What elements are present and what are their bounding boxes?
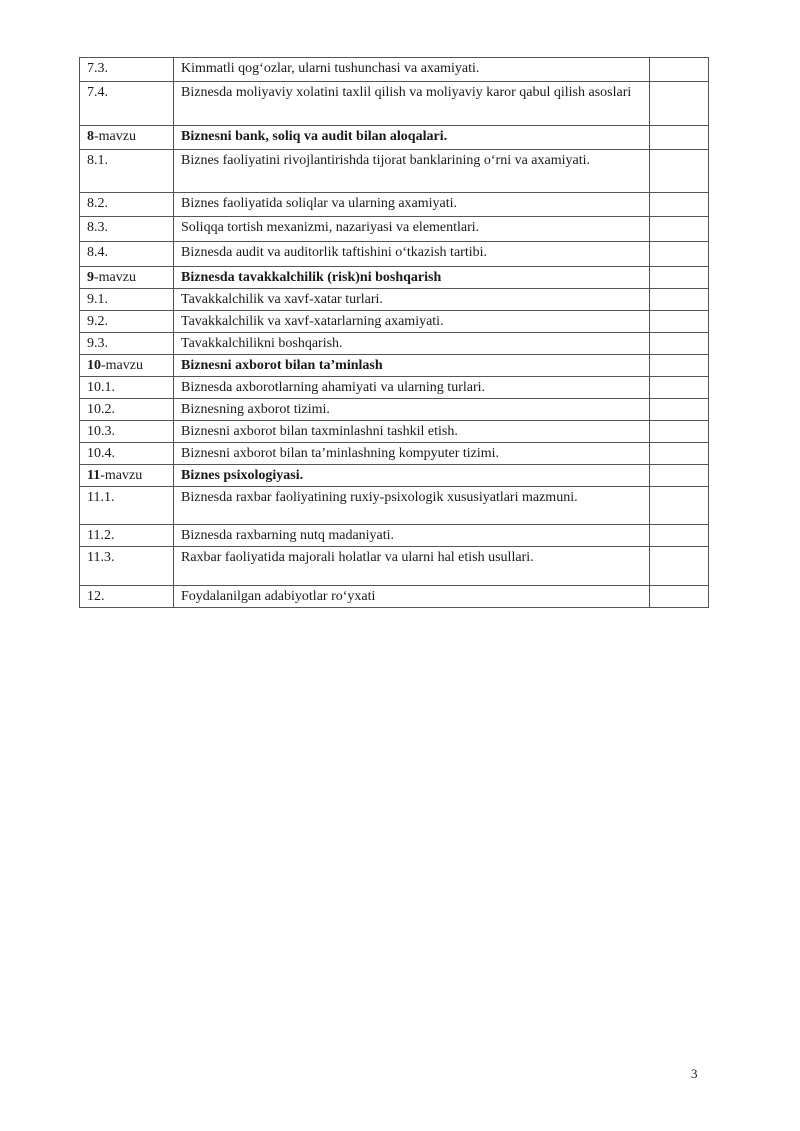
toc-topic-row — [80, 126, 709, 150]
toc-number-cell — [80, 267, 174, 289]
toc-title-cell: Biznes psixologiyasi. — [174, 465, 650, 487]
toc-page-cell — [650, 465, 709, 487]
toc-number-cell: 8.2. — [80, 193, 174, 217]
toc-number-cell: 12. — [80, 586, 174, 608]
topic-suffix: -mavzu — [94, 270, 136, 285]
toc-title-cell: Biznesni axborot bilan taxminlashni tashkil etish. — [174, 421, 650, 443]
toc-topic-row — [80, 465, 709, 487]
toc-title-cell: Biznesni axborot bilan ta’minlash — [174, 355, 650, 377]
toc-number-cell: 10.4. — [80, 443, 174, 465]
toc-page-cell — [650, 311, 709, 333]
toc-row — [80, 289, 709, 311]
toc-number-cell — [80, 355, 174, 377]
toc-number-cell: 10.1. — [80, 377, 174, 399]
toc-title-cell: Biznesda tavakkalchilik (risk)ni boshqarish — [174, 267, 650, 289]
toc-title-cell: Biznesda raxbar faoliyatining ruxiy-psixologik xususiyatlari mazmuni. — [174, 487, 650, 525]
toc-title-cell: Kimmatli qog‘ozlar, ularni tushunchasi va axamiyati. — [174, 58, 650, 82]
toc-row — [80, 193, 709, 217]
toc-page-cell — [650, 82, 709, 126]
toc-number-cell: 7.3. — [80, 58, 174, 82]
toc-number-cell: 9.2. — [80, 311, 174, 333]
toc-page-cell — [650, 355, 709, 377]
toc-title-cell: Foydalanilgan adabiyotlar ro‘yxati — [174, 586, 650, 608]
toc-row — [80, 333, 709, 355]
table-of-contents — [79, 57, 709, 608]
toc-number-cell: 10.3. — [80, 421, 174, 443]
toc-page-cell — [650, 58, 709, 82]
toc-page-cell — [650, 377, 709, 399]
toc-title-cell: Biznes faoliyatini rivojlantirishda tijorat banklarining o‘rni va axamiyati. — [174, 150, 650, 193]
toc-title-cell: Biznes faoliyatida soliqlar va ularning axamiyati. — [174, 193, 650, 217]
toc-page-cell — [650, 193, 709, 217]
topic-suffix: -mavzu — [94, 129, 136, 144]
toc-number-cell: 10.2. — [80, 399, 174, 421]
toc-page-cell — [650, 150, 709, 193]
topic-suffix: -mavzu — [101, 358, 143, 373]
toc-number-cell — [80, 465, 174, 487]
toc-title-cell: Biznesning axborot tizimi. — [174, 399, 650, 421]
toc-page-cell — [650, 242, 709, 267]
toc-topic-row — [80, 267, 709, 289]
toc-number-cell: 9.3. — [80, 333, 174, 355]
toc-page-cell — [650, 217, 709, 242]
toc-page-cell — [650, 525, 709, 547]
toc-row — [80, 399, 709, 421]
toc-row — [80, 525, 709, 547]
toc-row — [80, 443, 709, 465]
toc-title-cell: Biznesda moliyaviy xolatini taxlil qilish va moliyaviy karor qabul qilish asoslari — [174, 82, 650, 126]
topic-number: 9 — [87, 270, 94, 285]
toc-row — [80, 58, 709, 82]
toc-page-cell — [650, 126, 709, 150]
toc-title-cell: Biznesni axborot bilan ta’minlashning kompyuter tizimi. — [174, 443, 650, 465]
toc-number-cell — [80, 126, 174, 150]
toc-title-cell: Soliqqa tortish mexanizmi, nazariyasi va elementlari. — [174, 217, 650, 242]
toc-page-cell — [650, 487, 709, 525]
toc-title-cell: Raxbar faoliyatida majorali holatlar va ularni hal etish usullari. — [174, 547, 650, 586]
toc-title-cell: Biznesda audit va auditorlik taftishini o‘tkazish tartibi. — [174, 242, 650, 267]
toc-number-cell: 8.4. — [80, 242, 174, 267]
toc-row — [80, 82, 709, 126]
toc-topic-row — [80, 355, 709, 377]
toc-page-cell — [650, 443, 709, 465]
page-number: 3 — [691, 1066, 698, 1081]
toc-number-cell: 9.1. — [80, 289, 174, 311]
toc-title-cell: Biznesda raxbarning nutq madaniyati. — [174, 525, 650, 547]
toc-page-cell — [650, 399, 709, 421]
toc-number-cell: 7.4. — [80, 82, 174, 126]
toc-number-cell: 11.2. — [80, 525, 174, 547]
toc-number-cell: 8.3. — [80, 217, 174, 242]
toc-title-cell: Tavakkalchilik va xavf-xatarlarning axamiyati. — [174, 311, 650, 333]
toc-row — [80, 217, 709, 242]
topic-number: 10 — [87, 358, 101, 373]
toc-title-cell: Biznesda axborotlarning ahamiyati va ularning turlari. — [174, 377, 650, 399]
toc-page-cell — [650, 333, 709, 355]
toc-title-cell: Tavakkalchilik va xavf-xatar turlari. — [174, 289, 650, 311]
toc-row — [80, 547, 709, 586]
toc-title-cell: Biznesni bank, soliq va audit bilan aloqalari. — [174, 126, 650, 150]
topic-suffix: -mavzu — [100, 468, 143, 483]
toc-page-cell — [650, 267, 709, 289]
toc-row — [80, 377, 709, 399]
toc-page-cell — [650, 289, 709, 311]
toc-number-cell: 11.3. — [80, 547, 174, 586]
toc-number-cell: 8.1. — [80, 150, 174, 193]
toc-row — [80, 242, 709, 267]
toc-title-cell: Tavakkalchilikni boshqarish. — [174, 333, 650, 355]
toc-row — [80, 421, 709, 443]
toc-page-cell — [650, 421, 709, 443]
topic-number: 8 — [87, 129, 94, 144]
toc-page-cell — [650, 547, 709, 586]
toc-page-cell — [650, 586, 709, 608]
toc-body — [80, 58, 709, 608]
toc-row — [80, 150, 709, 193]
toc-number-cell: 11.1. — [80, 487, 174, 525]
toc-row — [80, 311, 709, 333]
toc-row — [80, 586, 709, 608]
topic-number: 11 — [87, 468, 101, 483]
toc-row — [80, 487, 709, 525]
